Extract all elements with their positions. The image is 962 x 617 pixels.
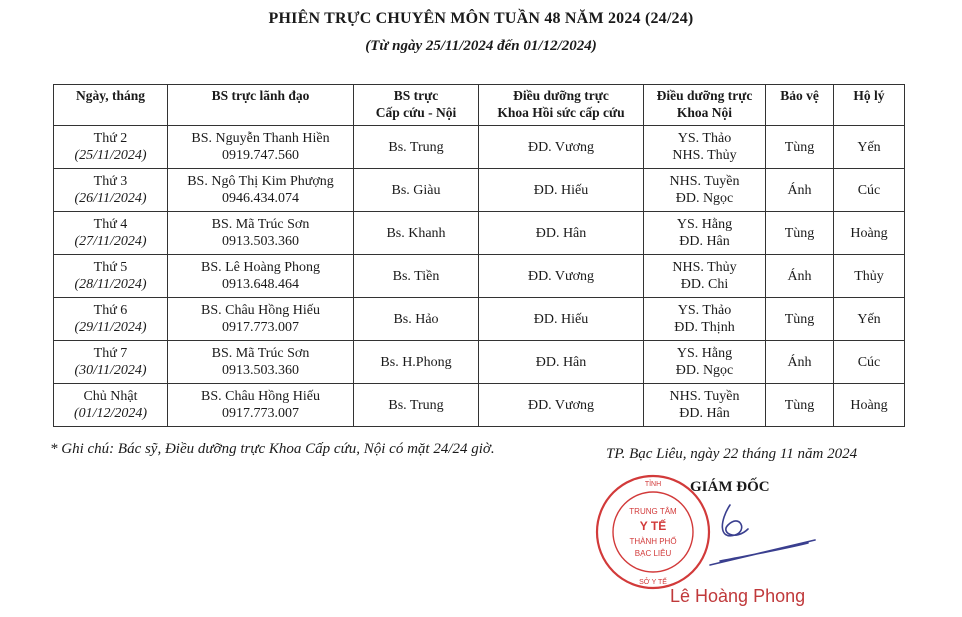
date: (25/11/2024) bbox=[74, 148, 147, 163]
table-cell bbox=[644, 298, 766, 341]
icu-nurse: ĐD. Vương bbox=[527, 397, 595, 413]
table-cell bbox=[354, 126, 479, 169]
day-name: Thứ 3 bbox=[93, 174, 128, 189]
column-header-line: Điều dưỡng trực bbox=[656, 88, 753, 103]
table-cell bbox=[479, 255, 644, 298]
er-doctor: Bs. Trung bbox=[388, 397, 444, 413]
table-cell bbox=[834, 255, 905, 298]
table-header-row bbox=[54, 85, 905, 126]
orderly: Hoàng bbox=[850, 397, 888, 413]
leader-doctor-name: BS. Ngô Thị Kim Phượng bbox=[187, 174, 334, 189]
leader-doctor-name: BS. Mã Trúc Sơn bbox=[211, 217, 310, 232]
day-name: Chủ Nhật bbox=[83, 389, 138, 404]
table-cell bbox=[834, 126, 905, 169]
table-cell bbox=[479, 384, 644, 427]
column-header-line: BS trực lãnh đạo bbox=[211, 88, 310, 103]
table-cell bbox=[354, 384, 479, 427]
internal-nurse: NHS. Thủy bbox=[672, 260, 737, 275]
date: (28/11/2024) bbox=[74, 277, 147, 292]
table-cell bbox=[168, 126, 354, 169]
icu-nurse: ĐD. Vương bbox=[527, 139, 595, 155]
table-cell bbox=[354, 341, 479, 384]
internal-nurse: NHS. Tuyền bbox=[669, 174, 740, 189]
security-guard: Ánh bbox=[787, 354, 812, 370]
table-row bbox=[54, 212, 905, 255]
column-header bbox=[644, 85, 766, 126]
table-row bbox=[54, 298, 905, 341]
leader-doctor-phone: 0913.648.464 bbox=[222, 277, 299, 292]
internal-nurse: NHS. Tuyền bbox=[669, 389, 740, 404]
icu-nurse: ĐD. Hiếu bbox=[533, 182, 589, 198]
table-body bbox=[54, 126, 905, 427]
er-doctor: Bs. Hảo bbox=[393, 311, 439, 327]
er-doctor: Bs. Tiền bbox=[392, 268, 440, 284]
table-cell bbox=[834, 298, 905, 341]
security-guard: Tùng bbox=[784, 225, 815, 241]
er-doctor: Bs. H.Phong bbox=[380, 354, 452, 370]
document-title: PHIÊN TRỰC CHUYÊN MÔN TUẦN 48 NĂM 2024 (24/24) bbox=[268, 10, 694, 27]
security-guard: Ánh bbox=[787, 182, 812, 198]
date: (27/11/2024) bbox=[74, 234, 147, 249]
internal-nurse: NHS. Thủy bbox=[672, 148, 737, 163]
internal-nurse: YS. Hằng bbox=[676, 217, 733, 232]
day-name: Thứ 2 bbox=[93, 131, 128, 146]
table-cell bbox=[766, 298, 834, 341]
column-header bbox=[479, 85, 644, 126]
table-row bbox=[54, 255, 905, 298]
table-cell bbox=[54, 384, 168, 427]
orderly: Thủy bbox=[854, 268, 884, 284]
column-header-line: Hộ lý bbox=[853, 88, 885, 103]
internal-nurse: YS. Thảo bbox=[677, 131, 732, 146]
duty-schedule-table bbox=[53, 84, 905, 427]
column-header bbox=[834, 85, 905, 126]
document-subtitle: (Từ ngày 25/11/2024 đến 01/12/2024) bbox=[365, 38, 597, 54]
table-cell bbox=[644, 126, 766, 169]
signer-name: Lê Hoàng Phong bbox=[670, 586, 806, 606]
column-header bbox=[354, 85, 479, 126]
date: (29/11/2024) bbox=[74, 320, 147, 335]
table-cell bbox=[644, 341, 766, 384]
er-doctor: Bs. Khanh bbox=[386, 225, 446, 241]
day-name: Thứ 7 bbox=[93, 346, 128, 361]
table-cell bbox=[479, 341, 644, 384]
table-cell bbox=[168, 169, 354, 212]
leader-doctor-phone: 0917.773.007 bbox=[222, 406, 299, 421]
table-cell bbox=[834, 169, 905, 212]
table-cell bbox=[766, 384, 834, 427]
orderly: Yến bbox=[857, 139, 881, 155]
leader-doctor-name: BS. Châu Hồng Hiếu bbox=[201, 389, 320, 404]
internal-nurse: ĐD. Ngọc bbox=[675, 363, 734, 378]
table-cell bbox=[168, 384, 354, 427]
orderly: Cúc bbox=[857, 354, 881, 370]
column-header bbox=[168, 85, 354, 126]
column-header-line: Ngày, tháng bbox=[75, 88, 146, 103]
er-doctor: Bs. Trung bbox=[388, 139, 444, 155]
internal-nurse: ĐD. Hân bbox=[679, 234, 730, 249]
er-doctor: Bs. Giàu bbox=[391, 182, 441, 198]
date: (26/11/2024) bbox=[74, 191, 147, 206]
internal-nurse: ĐD. Ngọc bbox=[675, 191, 734, 206]
table-cell bbox=[766, 169, 834, 212]
security-guard: Tùng bbox=[784, 311, 815, 327]
leader-doctor-phone: 0946.434.074 bbox=[222, 191, 299, 206]
table-row bbox=[54, 384, 905, 427]
table-cell bbox=[354, 298, 479, 341]
date: (30/11/2024) bbox=[74, 363, 147, 378]
column-header-line: Cấp cứu - Nội bbox=[375, 105, 457, 120]
table-cell bbox=[168, 212, 354, 255]
leader-doctor-phone: 0917.773.007 bbox=[222, 320, 299, 335]
table-cell bbox=[644, 255, 766, 298]
table-cell bbox=[54, 126, 168, 169]
icu-nurse: ĐD. Vương bbox=[527, 268, 595, 284]
table-cell bbox=[644, 212, 766, 255]
column-header bbox=[766, 85, 834, 126]
column-header-line: Khoa Hồi sức cấp cứu bbox=[497, 105, 625, 120]
place-and-date: TP. Bạc Liêu, ngày 22 tháng 11 năm 2024 bbox=[606, 446, 858, 462]
table-row bbox=[54, 341, 905, 384]
svg-text:SỞ Y TẾ: SỞ Y TẾ bbox=[639, 579, 667, 586]
seal-line-3: THÀNH PHỐ bbox=[629, 537, 677, 546]
date: (01/12/2024) bbox=[73, 406, 148, 421]
director-title: GIÁM ĐỐC bbox=[690, 479, 770, 495]
day-name: Thứ 5 bbox=[93, 260, 128, 275]
column-header-line: Khoa Nội bbox=[676, 105, 733, 120]
table-cell bbox=[834, 212, 905, 255]
table-cell bbox=[479, 169, 644, 212]
orderly: Yến bbox=[857, 311, 881, 327]
table-cell bbox=[479, 298, 644, 341]
table-cell bbox=[168, 298, 354, 341]
internal-nurse: ĐD. Thịnh bbox=[674, 320, 735, 335]
table-cell bbox=[479, 212, 644, 255]
table-cell bbox=[834, 341, 905, 384]
security-guard: Ánh bbox=[787, 268, 812, 284]
column-header-line: Bảo vệ bbox=[780, 88, 819, 103]
leader-doctor-name: BS. Lê Hoàng Phong bbox=[201, 260, 320, 275]
orderly: Cúc bbox=[857, 182, 881, 198]
leader-doctor-name: BS. Nguyễn Thanh Hiền bbox=[191, 131, 330, 146]
svg-text:TỈNH: TỈNH bbox=[644, 481, 662, 488]
table-row bbox=[54, 169, 905, 212]
table-row bbox=[54, 126, 905, 169]
table-cell bbox=[54, 341, 168, 384]
seal-line-1: TRUNG TÂM bbox=[629, 507, 677, 516]
table-cell bbox=[479, 126, 644, 169]
table-cell bbox=[54, 169, 168, 212]
icu-nurse: ĐD. Hân bbox=[535, 354, 587, 370]
leader-doctor-phone: 0913.503.360 bbox=[222, 363, 299, 378]
table-cell bbox=[834, 384, 905, 427]
table-cell bbox=[644, 384, 766, 427]
table-cell bbox=[766, 255, 834, 298]
internal-nurse: ĐD. Hân bbox=[679, 406, 730, 421]
icu-nurse: ĐD. Hân bbox=[535, 225, 587, 241]
table-cell bbox=[354, 212, 479, 255]
table-cell bbox=[766, 341, 834, 384]
leader-doctor-name: BS. Mã Trúc Sơn bbox=[211, 346, 310, 361]
table-cell bbox=[54, 212, 168, 255]
column-header-line: BS trực bbox=[393, 88, 439, 103]
day-name: Thứ 4 bbox=[93, 217, 128, 232]
internal-nurse: YS. Thảo bbox=[677, 303, 732, 318]
orderly: Hoàng bbox=[850, 225, 888, 241]
table-cell bbox=[354, 255, 479, 298]
day-name: Thứ 6 bbox=[93, 303, 128, 318]
table-cell bbox=[54, 298, 168, 341]
footnote: * Ghi chú: Bác sỹ, Điều dưỡng trực Khoa Cấp cứu, Nội có mặt 24/24 giờ. bbox=[50, 441, 495, 457]
internal-nurse: YS. Hằng bbox=[676, 346, 733, 361]
table-cell bbox=[766, 126, 834, 169]
leader-doctor-phone: 0919.747.560 bbox=[222, 148, 299, 163]
table-cell bbox=[644, 169, 766, 212]
leader-doctor-phone: 0913.503.360 bbox=[222, 234, 299, 249]
icu-nurse: ĐD. Hiếu bbox=[533, 311, 589, 327]
table-cell bbox=[168, 255, 354, 298]
leader-doctor-name: BS. Châu Hồng Hiếu bbox=[201, 303, 320, 318]
handwritten-signature bbox=[690, 495, 820, 575]
seal-line-4: BẠC LIÊU bbox=[634, 549, 672, 558]
seal-line-2: Y TẾ bbox=[639, 519, 667, 533]
table-cell bbox=[766, 212, 834, 255]
table-cell bbox=[354, 169, 479, 212]
table-cell bbox=[54, 255, 168, 298]
security-guard: Tùng bbox=[784, 397, 815, 413]
column-header-line: Điều dưỡng trực bbox=[513, 88, 609, 103]
security-guard: Tùng bbox=[784, 139, 815, 155]
internal-nurse: ĐD. Chi bbox=[680, 277, 729, 292]
column-header bbox=[54, 85, 168, 126]
table-cell bbox=[168, 341, 354, 384]
